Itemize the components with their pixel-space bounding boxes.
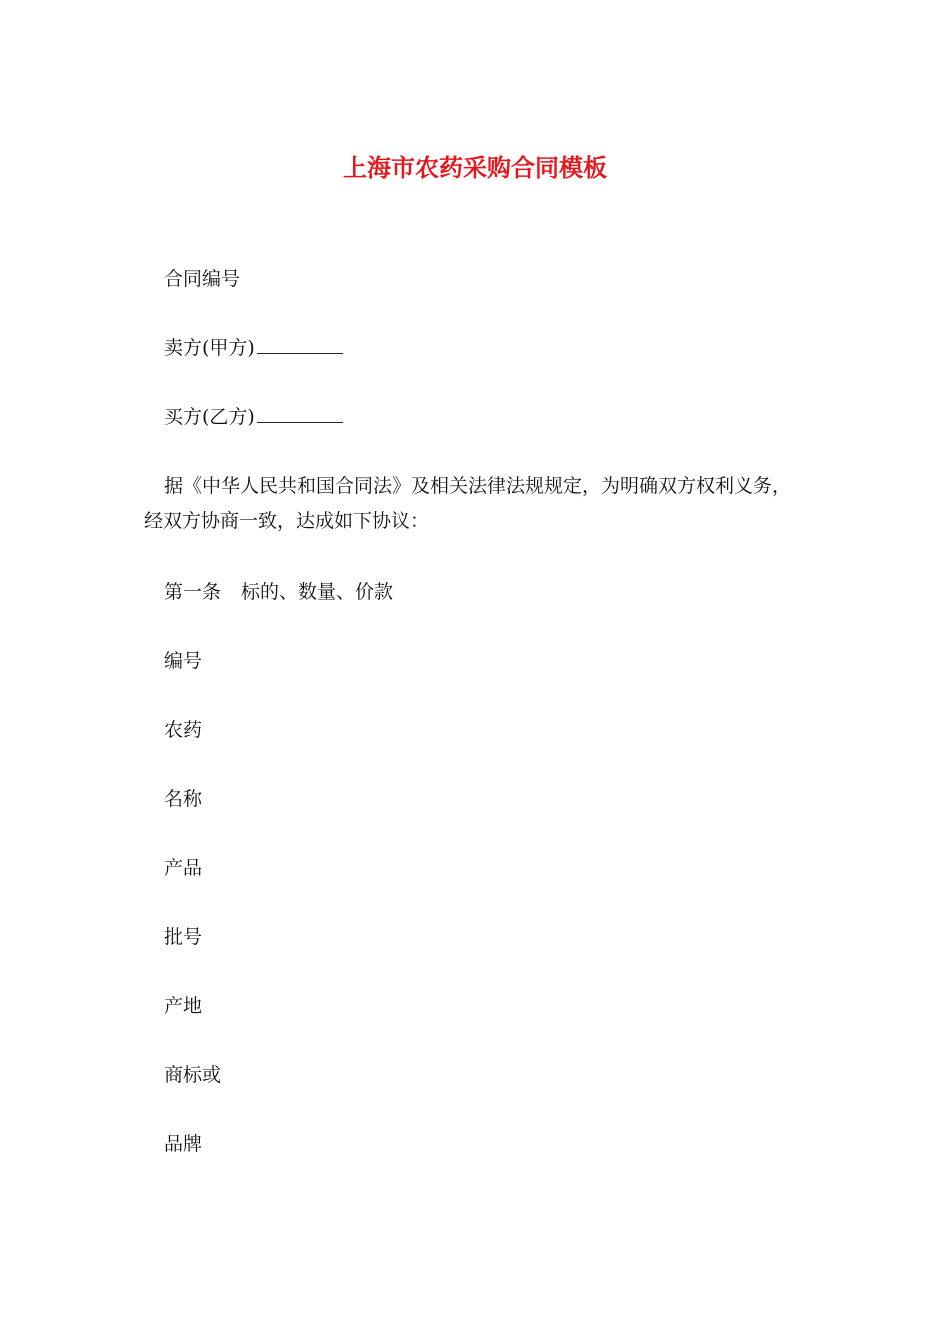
buyer-blank-field[interactable] (257, 404, 343, 423)
article-1-number: 第一条 (164, 581, 222, 603)
document-title: 上海市农药采购合同模板 (343, 153, 607, 182)
article-1-title: 标的、数量、价款 (241, 581, 394, 603)
contract-number-label: 合同编号 (164, 268, 241, 290)
table-field-origin: 产地 (164, 995, 203, 1017)
preamble-paragraph (144, 469, 794, 539)
table-field-number: 编号 (164, 650, 203, 672)
preamble-line-2: 经双方协商一致，达成如下协议： (144, 510, 430, 532)
table-field-trademark: 商标或 (164, 1064, 222, 1086)
seller-blank-field[interactable] (257, 335, 343, 354)
seller-line (164, 334, 343, 362)
table-field-product: 产品 (164, 857, 203, 879)
table-field-pesticide: 农药 (164, 719, 203, 741)
preamble-line-1: 据《中华人民共和国合同法》及相关法律法规规定，为明确双方权利义务， (164, 475, 792, 497)
buyer-line (164, 403, 343, 431)
table-field-batch: 批号 (164, 926, 203, 948)
seller-label: 卖方(甲方) (164, 337, 255, 359)
buyer-label: 买方(乙方) (164, 406, 255, 428)
table-field-name: 名称 (164, 788, 203, 810)
article-1-heading (164, 578, 393, 606)
contract-number-line (164, 265, 240, 293)
table-field-brand: 品牌 (164, 1133, 203, 1155)
